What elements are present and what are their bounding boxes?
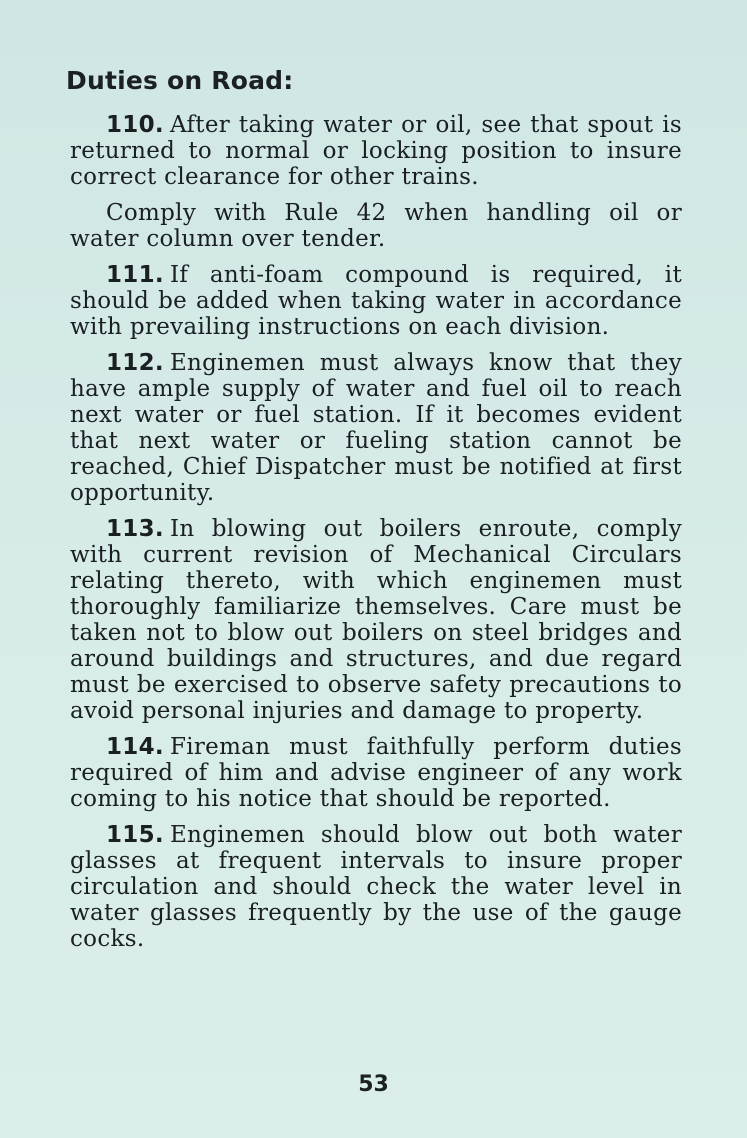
rule-number: 113.: [106, 516, 164, 542]
rule-114: [70, 734, 682, 812]
rule-110: [70, 112, 682, 190]
rule-text: After taking water or oil, see that spout is returned to normal or locking position to insure correct clearance for other trains.: [70, 112, 682, 190]
rule-text: Fireman must faithfully perform duties required of him and advise engineer of any work coming to his notice that should be reported.: [70, 734, 682, 812]
rule-115: [70, 822, 682, 952]
rule-number: 114.: [106, 734, 164, 760]
rule-text: In blowing out boilers enroute, comply with current revision of Mechanical Circulars relating thereto, with which enginemen must thoroughly familiarize themselves. Care must be taken not to blow out boilers on steel bridges and around buildings and structures, and due regard must be exercised to observe safety precautions to avoid personal injuries and damage to property.: [70, 516, 682, 724]
rule-number: 111.: [106, 262, 164, 288]
rule-text: Enginemen should blow out both water glasses at frequent intervals to insure proper circulation and should check the water level in water glasses frequently by the use of the gauge cocks.: [70, 822, 682, 952]
rule-111: [70, 262, 682, 340]
rule-112: [70, 350, 682, 506]
rule-number: 115.: [106, 822, 164, 848]
rule-113: [70, 516, 682, 724]
rule-text: If anti-foam compound is required, it should be added when taking water in accordance with prevailing instructions on each division.: [70, 262, 682, 340]
rule-text: Comply with Rule 42 when handling oil or water column over tender.: [70, 200, 682, 252]
rule-number: 112.: [106, 350, 164, 376]
rule-110-continuation: [70, 200, 682, 252]
rule-number: 110.: [106, 112, 164, 138]
page-number: 53: [358, 1072, 389, 1097]
rules-body: [70, 112, 682, 962]
rule-text: Enginemen must always know that they have ample supply of water and fuel oil to reach next water or fuel station. If it becomes evident that next water or fueling station cannot be reached, Chief Dispatcher must be notified at first opportunity.: [70, 350, 682, 506]
section-heading: Duties on Road:: [66, 66, 294, 95]
